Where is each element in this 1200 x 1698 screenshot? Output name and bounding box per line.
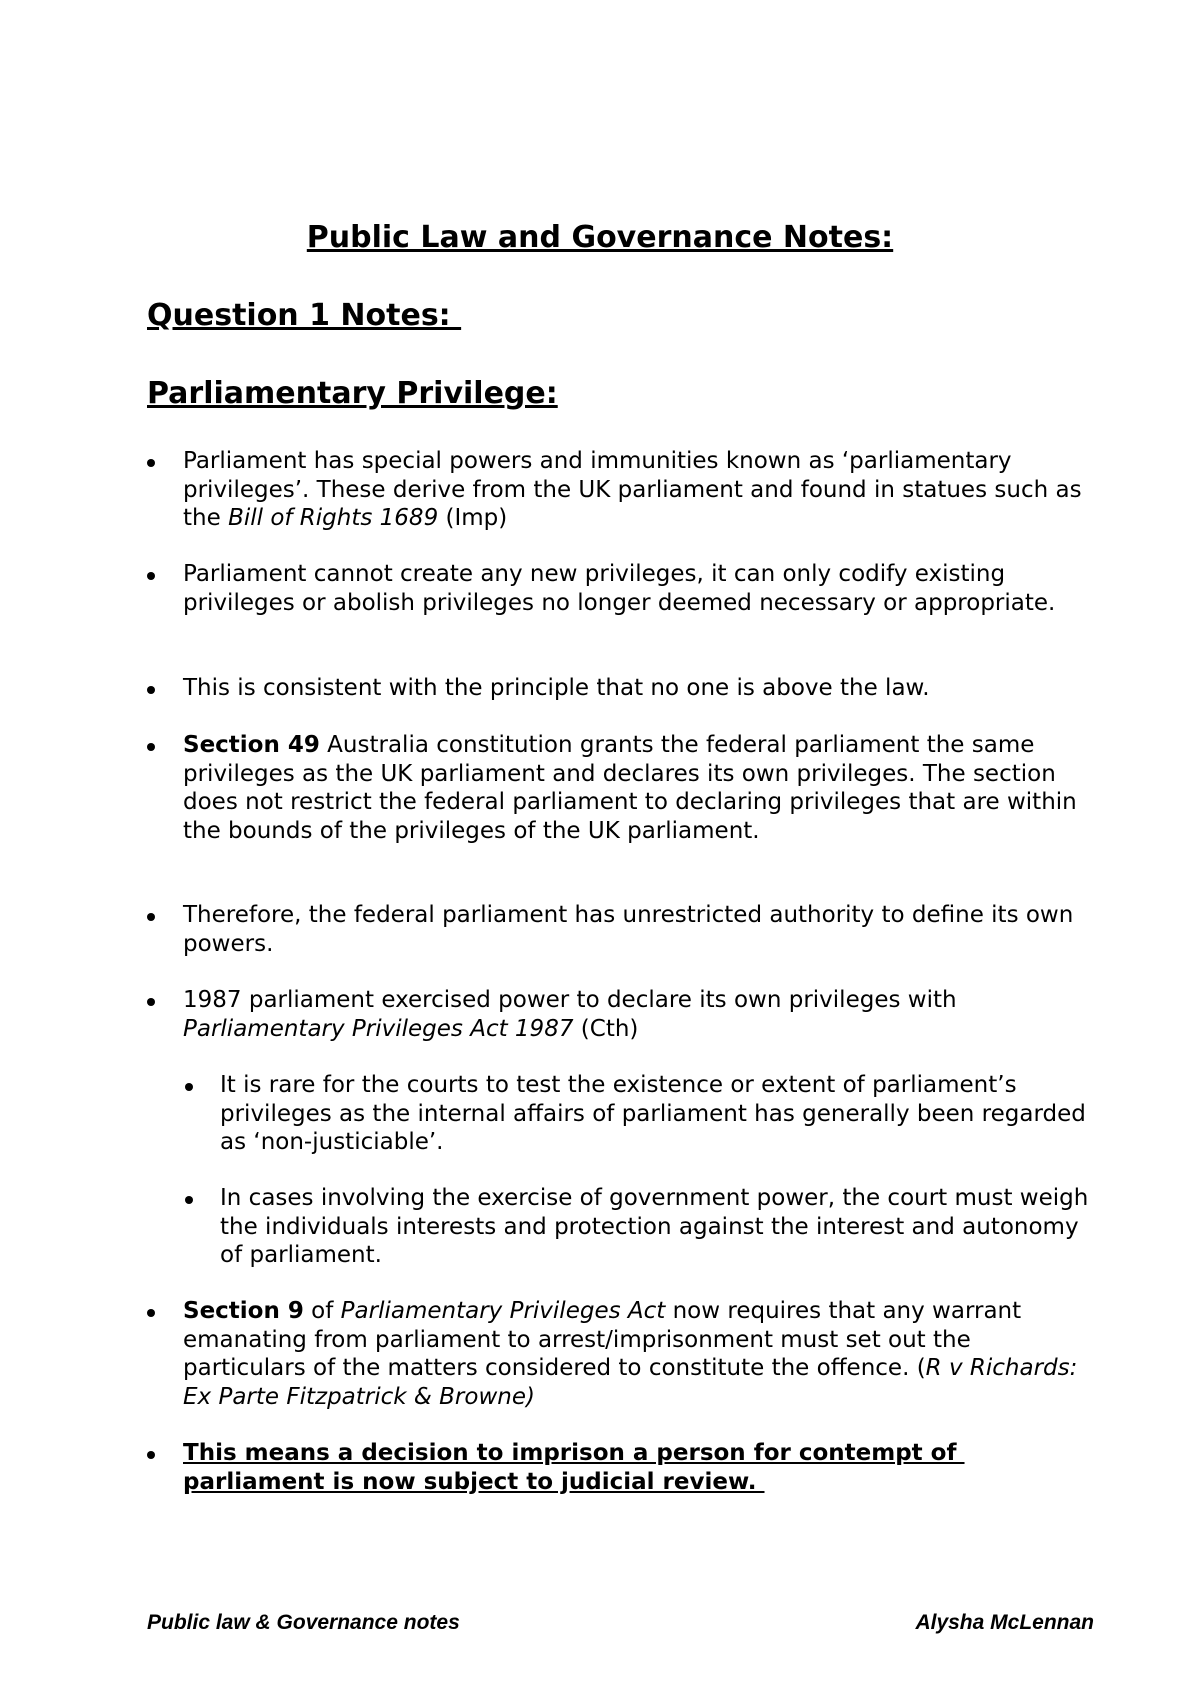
bullet-icon (147, 572, 155, 580)
document-title: Public Law and Governance Notes: (306, 220, 894, 255)
bullet-icon (185, 1196, 193, 1204)
bullet-item: Therefore, the federal parliament has unrestricted authority to define its own powers. (183, 901, 1083, 958)
bullet-icon (147, 686, 155, 694)
bullet-icon (147, 1451, 155, 1459)
bullet-item: This means a decision to imprison a person for contempt of parliament is now subject to judicial review. (183, 1439, 1083, 1496)
bullet-item: Parliament has special powers and immunities known as ‘parliamentary privileges’. These derive from the UK parliament and found in statues such as the Bill of Rights 1689 (Imp) (183, 447, 1083, 533)
bullet-icon (147, 998, 155, 1006)
bullet-icon (147, 913, 155, 921)
footer-right: Alysha McLennan (915, 1611, 1094, 1634)
footer-left: Public law & Governance notes (147, 1611, 460, 1634)
bullet-item: Parliament cannot create any new privileges, it can only codify existing privileges or abolish privileges no longer deemed necessary or appropriate. (183, 560, 1083, 617)
bullet-item: This is consistent with the principle that no one is above the law. (183, 674, 1083, 703)
bullet-item: Section 9 of Parliamentary Privileges Act now requires that any warrant emanating from parliament to arrest/imprisonment must set out the particulars of the matters considered to constitute the offence. (R v Richards: Ex Parte Fitzpatrick & Browne) (183, 1297, 1083, 1411)
bullet-icon (185, 1083, 193, 1091)
bullet-icon (147, 1309, 155, 1317)
bullet-item: 1987 parliament exercised power to declare its own privileges with Parliamentary Privileges Act 1987 (Cth) (183, 986, 1083, 1043)
question-heading: Question 1 Notes: (147, 298, 462, 333)
bullet-icon (147, 459, 155, 467)
sub-bullet-item: It is rare for the courts to test the existence or extent of parliament’s privileges as the internal affairs of parliament has generally been regarded as ‘non-justiciable’. (220, 1071, 1090, 1157)
bullet-item: Section 49 Australia constitution grants the federal parliament the same privileges as the UK parliament and declares its own privileges. The section does not restrict the federal parliament to declaring privileges that are within the bounds of the privileges of the UK parliament. (183, 731, 1083, 845)
sub-bullet-item: In cases involving the exercise of government power, the court must weigh the individuals interests and protection against the interest and autonomy of parliament. (220, 1184, 1090, 1270)
section-heading: Parliamentary Privilege: (147, 376, 558, 411)
bullet-icon (147, 743, 155, 751)
